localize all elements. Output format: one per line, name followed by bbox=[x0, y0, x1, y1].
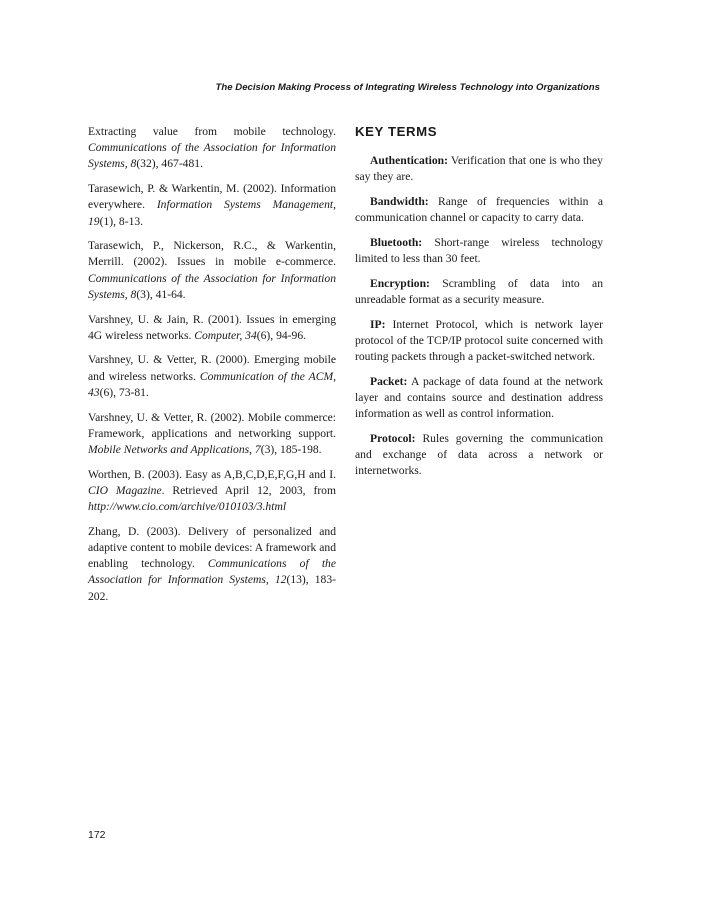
term-name: Encryption: bbox=[370, 276, 430, 290]
key-term-entry bbox=[355, 317, 603, 366]
key-term-entry bbox=[355, 235, 603, 267]
running-head: The Decision Making Process of Integrating Wireless Technology into Organizations bbox=[215, 82, 600, 93]
ref-text: Tarasewich, P., Nickerson, R.C., & Warkentin, Merrill. (2002). Issues in mobile e-commerce. bbox=[88, 239, 336, 269]
ref-url: http://www.cio.com/archive/010103/3.html bbox=[88, 500, 287, 514]
ref-text: Varshney, U. & Vetter, R. (2002). Mobile commerce: Framework, applications and networking support. bbox=[88, 410, 336, 440]
ref-text: Varshney, U. & Jain, R. (2001). Issues in emerging 4G wireless networks. bbox=[88, 312, 336, 342]
term-definition: Internet Protocol, which is network layer protocol of the TCP/IP protocol suite concerned with routing packets through a packet-switched network. bbox=[355, 317, 603, 364]
ref-italic: Communications of the Association for Information Systems, 8 bbox=[88, 271, 336, 301]
ref-italic: Computer, 34 bbox=[194, 328, 257, 342]
ref-text: (3), 41-64. bbox=[136, 287, 186, 301]
page-number: 172 bbox=[88, 829, 106, 841]
ref-text: Varshney, U. & Vetter, R. (2000). Emerging mobile and wireless networks. bbox=[88, 353, 336, 383]
term-definition: Scrambling of data into an unreadable format as a security measure. bbox=[355, 276, 603, 306]
ref-text: (6), 73-81. bbox=[99, 385, 149, 399]
term-definition: Verification that one is who they say they are. bbox=[355, 154, 603, 184]
reference-entry bbox=[88, 410, 336, 459]
key-term-entry bbox=[355, 153, 603, 185]
ref-italic: Communication of the ACM, 43 bbox=[88, 369, 336, 399]
reference-entry bbox=[88, 524, 336, 605]
reference-entry bbox=[88, 238, 336, 303]
ref-text: (1), 8-13. bbox=[99, 214, 144, 228]
key-term-entry bbox=[355, 431, 603, 480]
reference-entry bbox=[88, 124, 336, 173]
ref-italic: Mobile Networks and Applications, 7 bbox=[88, 442, 261, 456]
term-definition: Range of frequencies within a communication channel or capacity to carry data. bbox=[355, 194, 603, 225]
reference-entry bbox=[88, 352, 336, 401]
ref-italic: Information Systems Management, 19 bbox=[88, 198, 336, 228]
references-column bbox=[88, 124, 336, 613]
ref-italic: Communications of the Association for Information Systems, 12 bbox=[88, 557, 336, 587]
ref-text: Extracting value from mobile technology. bbox=[88, 125, 336, 138]
term-definition: Rules governing the communication and exchange of data across a network or internetworks. bbox=[355, 431, 603, 478]
ref-text: Worthen, B. (2003). Easy as A,B,C,D,E,F,G,H and I. bbox=[88, 467, 336, 481]
ref-text: Tarasewich, P. & Warkentin, M. (2002). Information everywhere. bbox=[88, 182, 336, 212]
key-term-entry bbox=[355, 194, 603, 226]
reference-entry bbox=[88, 467, 336, 516]
term-name: Bandwidth: bbox=[370, 194, 429, 208]
term-name: IP: bbox=[370, 317, 386, 331]
term-name: Protocol: bbox=[370, 431, 416, 445]
ref-text: (13), 183-202. bbox=[88, 573, 336, 603]
key-term-entry bbox=[355, 276, 603, 308]
key-terms-column bbox=[355, 124, 603, 488]
ref-text: (32), 467-481. bbox=[136, 157, 203, 171]
ref-text: . Retrieved April 12, 2003, from bbox=[161, 483, 336, 497]
ref-italic: Communications of the Association for Information Systems, 8 bbox=[88, 141, 336, 171]
key-term-entry bbox=[355, 374, 603, 423]
ref-text: (6), 94-96. bbox=[256, 328, 307, 342]
reference-entry bbox=[88, 181, 336, 230]
term-name: Packet: bbox=[370, 374, 408, 388]
term-name: Bluetooth: bbox=[370, 235, 423, 249]
reference-entry bbox=[88, 312, 336, 344]
term-definition: Short-range wireless technology limited to less than 30 feet. bbox=[355, 235, 603, 266]
term-definition: A package of data found at the network layer and contains source and destination address information as well as control information. bbox=[355, 374, 603, 421]
ref-text: (3), 185-198. bbox=[260, 442, 322, 456]
term-name: Authentication: bbox=[370, 154, 448, 167]
ref-text: Zhang, D. (2003). Delivery of personalized and adaptive content to mobile devices: A framework and enabling technology. bbox=[88, 524, 336, 571]
key-terms-heading: KEY TERMS bbox=[355, 124, 438, 139]
ref-italic: CIO Magazine bbox=[88, 483, 162, 497]
